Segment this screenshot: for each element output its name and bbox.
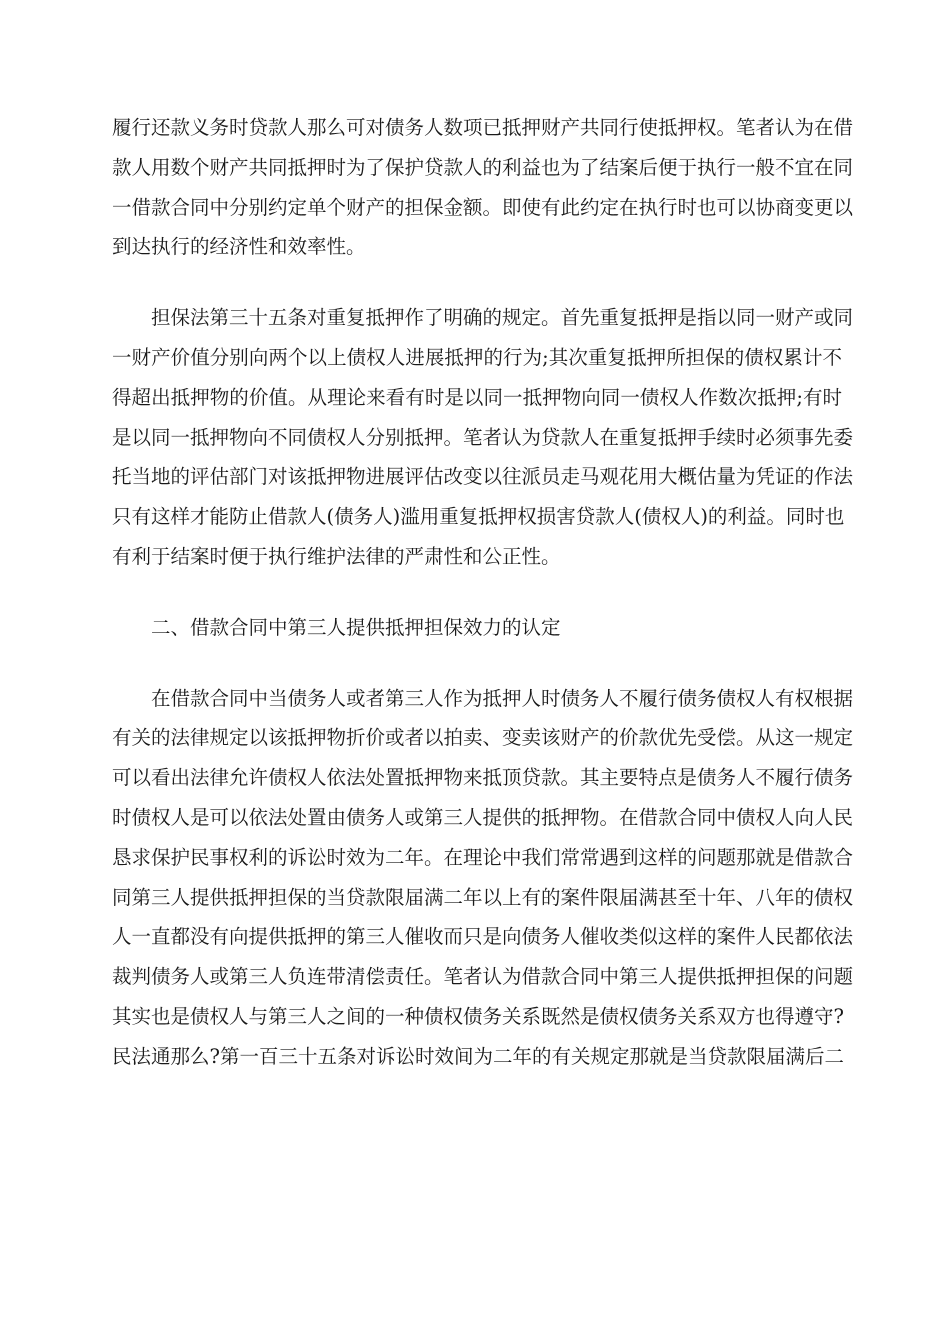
paragraph-2: [112, 298, 854, 577]
text-line: 人一直都没有向提供抵押的第三人催收而只是向债务人催收类似这样的案件人民都依法: [112, 925, 854, 949]
text-line: 担保法第三十五条对重复抵押作了明确的规定。首先重复抵押是指以同一财产或同: [151, 306, 854, 330]
text-line: 其实也是债权人与第三人之间的一种债权债务关系既然是债权债务关系双方也得遵守?: [112, 1004, 844, 1028]
text-line: 得超出抵押物的价值。从理论来看有时是以同一抵押物向同一债权人作数次抵押;有时: [112, 385, 842, 409]
text-line: 到达执行的经济性和效率性。: [112, 235, 366, 259]
text-line: 在借款合同中当债务人或者第三人作为抵押人时债务人不履行债务债权人有权根据: [151, 686, 854, 710]
text-line: 托当地的评估部门对该抵押物进展评估改变以往派员走马观花用大概估量为凭证的作法: [112, 465, 854, 489]
text-line: 裁判债务人或第三人负连带清偿责任。笔者认为借款合同中第三人提供抵押担保的问题: [112, 965, 854, 989]
paragraph-1: [112, 108, 854, 267]
paragraph-gap: [112, 648, 842, 679]
text-line: 有关的法律规定以该抵押物折价或者以拍卖、变卖该财产的价款优先受偿。从这一规定: [112, 726, 854, 750]
text-line: 只有这样才能防止借款人(债务人)滥用重复抵押权损害贷款人(债权人)的利益。同时也: [112, 505, 845, 529]
paragraph-3: [112, 679, 854, 1077]
text-line: 履行还款义务时贷款人那么可对债务人数项已抵押财产共同行使抵押权。笔者认为在借: [112, 116, 854, 139]
text-line: 可以看出法律允许债权人依法处置抵押物来抵顶贷款。其主要特点是债务人不履行债务: [112, 766, 854, 790]
text-line: 有利于结案时便于执行维护法律的严肃性和公正性。: [112, 544, 561, 568]
section-heading: 二、借款合同中第三人提供抵押担保效力的认定: [151, 615, 561, 639]
paragraph-gap: [112, 267, 842, 298]
text-line: 恳求保护民事权利的诉讼时效为二年。在理论中我们常常遇到这样的问题那就是借款合: [112, 845, 854, 869]
text-line: 是以同一抵押物向不同债权人分别抵押。笔者认为贷款人在重复抵押手续时必须事先委: [112, 425, 854, 449]
text-line: 同第三人提供抵押担保的当贷款限届满二年以上有的案件限届满甚至十年、八年的债权: [112, 885, 854, 909]
text-line: 一财产价值分别向两个以上债权人进展抵押的行为;其次重复抵押所担保的债权累计不: [112, 345, 842, 369]
paragraph-gap: [112, 577, 842, 608]
text-line: 款人用数个财产共同抵押时为了保护贷款人的利益也为了结案后便于执行一般不宜在同: [112, 155, 854, 179]
text-line: 一借款合同中分别约定单个财产的担保金额。即使有此约定在执行时也可以协商变更以: [112, 195, 854, 219]
text-line: 时债权人是可以依法处置由债务人或第三人提供的抵押物。在借款合同中债权人向人民: [112, 805, 854, 829]
document-body: [112, 108, 854, 1077]
text-line: 民法通那么?第一百三十五条对诉讼时效间为二年的有关规定那就是当贷款限届满后二: [112, 1044, 844, 1068]
